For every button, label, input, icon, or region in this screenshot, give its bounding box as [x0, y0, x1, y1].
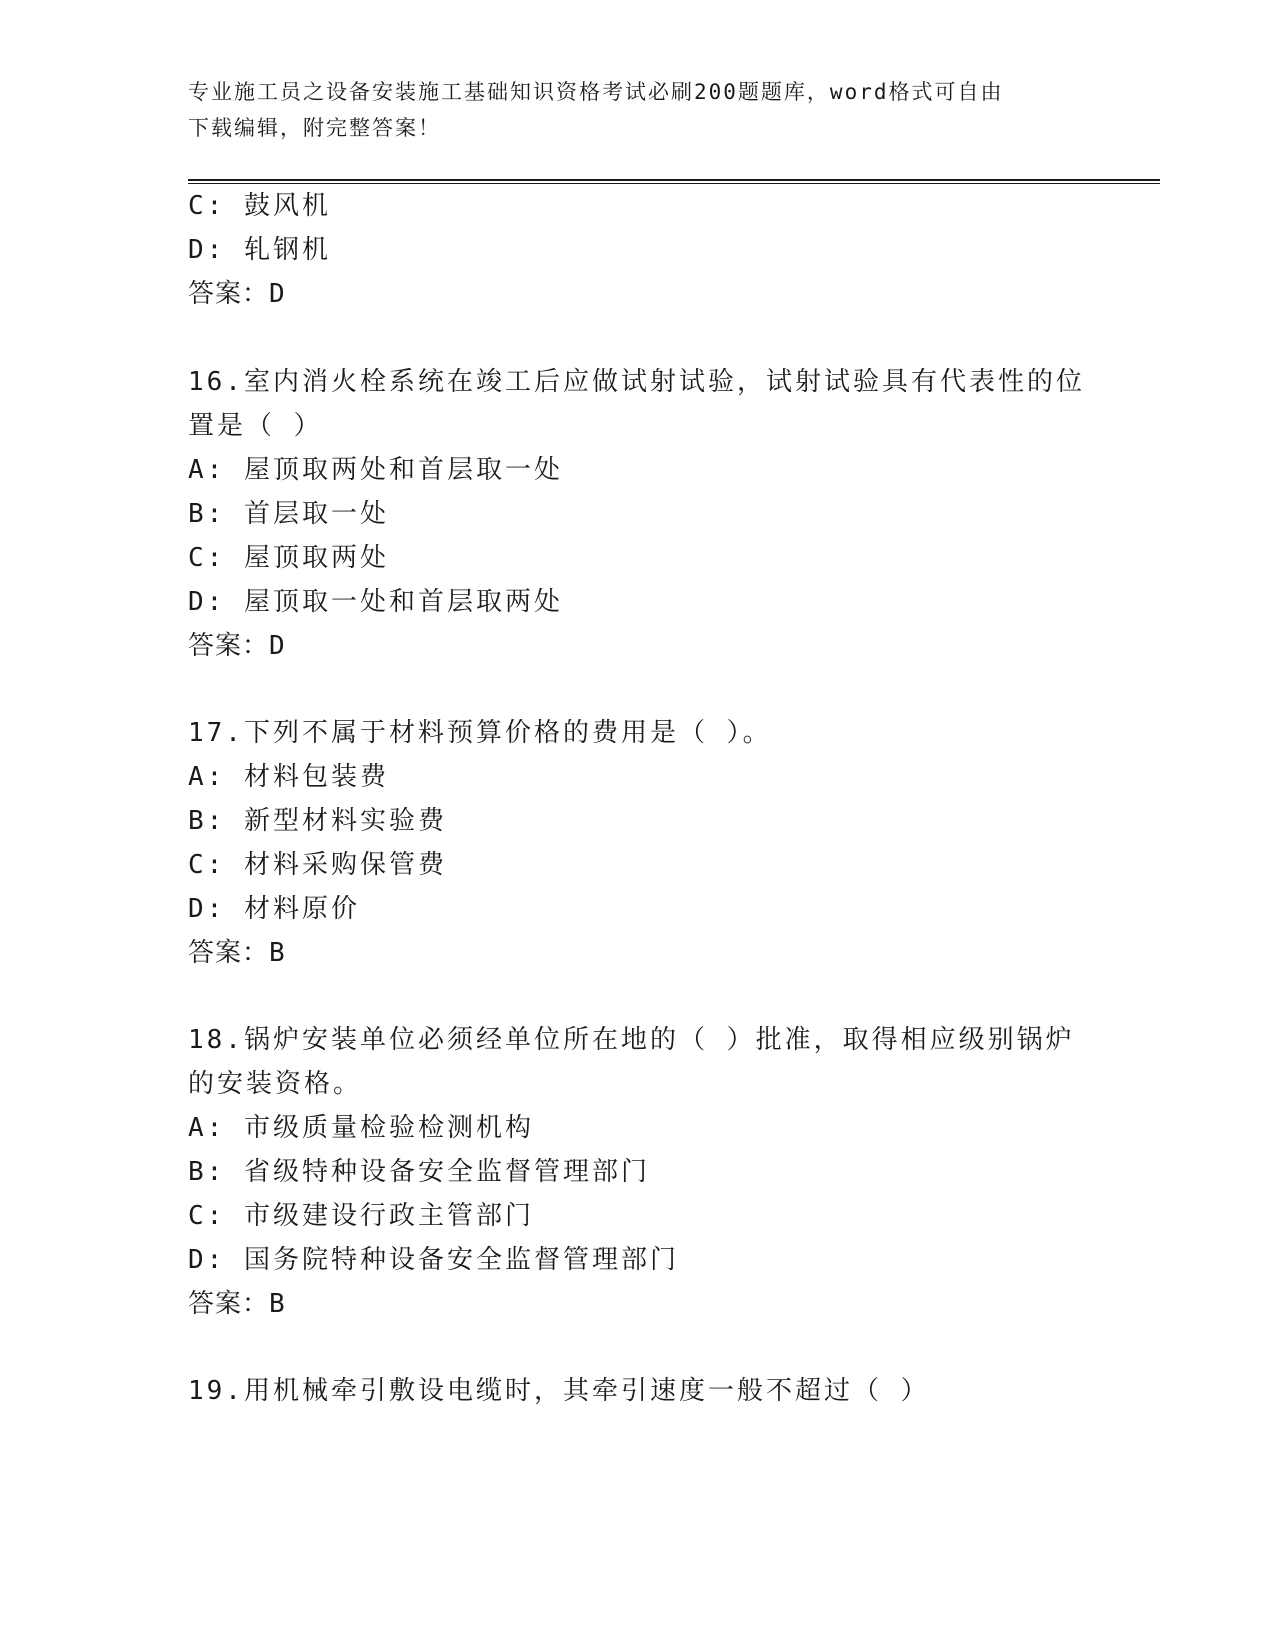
answer-line: 答案：D [188, 631, 286, 661]
question-stem: 18.锅炉安装单位必须经单位所在地的（ ）批准，取得相应级别锅炉 [188, 1025, 1075, 1055]
answer-line: 答案：B [188, 1289, 286, 1319]
question-stem: 16.室内消火栓系统在竣工后应做试射试验，试射试验具有代表性的位 [188, 367, 1085, 397]
header-divider-thick [188, 179, 1160, 181]
option-d: D: 材料原价 [188, 894, 360, 924]
option-a: A: 市级质量检验检测机构 [188, 1113, 534, 1143]
header-divider-thin [188, 183, 1160, 184]
header-line-1: 专业施工员之设备安装施工基础知识资格考试必刷200题题库，word格式可自由 [188, 80, 1004, 104]
question-stem: 置是（ ） [188, 411, 323, 441]
header-line-2: 下载编辑，附完整答案！ [188, 116, 441, 140]
option-c: C: 屋顶取两处 [188, 543, 389, 573]
option-b: B: 新型材料实验费 [188, 806, 447, 836]
option-b: B: 省级特种设备安全监督管理部门 [188, 1157, 650, 1187]
option-c: C: 材料采购保管费 [188, 850, 447, 880]
option-d: D: 屋顶取一处和首层取两处 [188, 587, 563, 617]
answer-line: 答案：D [188, 279, 286, 309]
option-d: D: 国务院特种设备安全监督管理部门 [188, 1245, 679, 1275]
question-stem: 19.用机械牵引敷设电缆时，其牵引速度一般不超过（ ） [188, 1376, 930, 1406]
option-a: A: 屋顶取两处和首层取一处 [188, 455, 563, 485]
answer-line: 答案：B [188, 938, 286, 968]
option-c: C: 鼓风机 [188, 191, 331, 221]
document-header [188, 74, 1088, 146]
option-c: C: 市级建设行政主管部门 [188, 1201, 534, 1231]
question-stem: 的安装资格。 [188, 1069, 363, 1099]
option-b: B: 首层取一处 [188, 499, 389, 529]
question-stem: 17.下列不属于材料预算价格的费用是（ ）。 [188, 718, 772, 748]
option-a: A: 材料包装费 [188, 762, 389, 792]
option-d: D: 轧钢机 [188, 235, 331, 265]
